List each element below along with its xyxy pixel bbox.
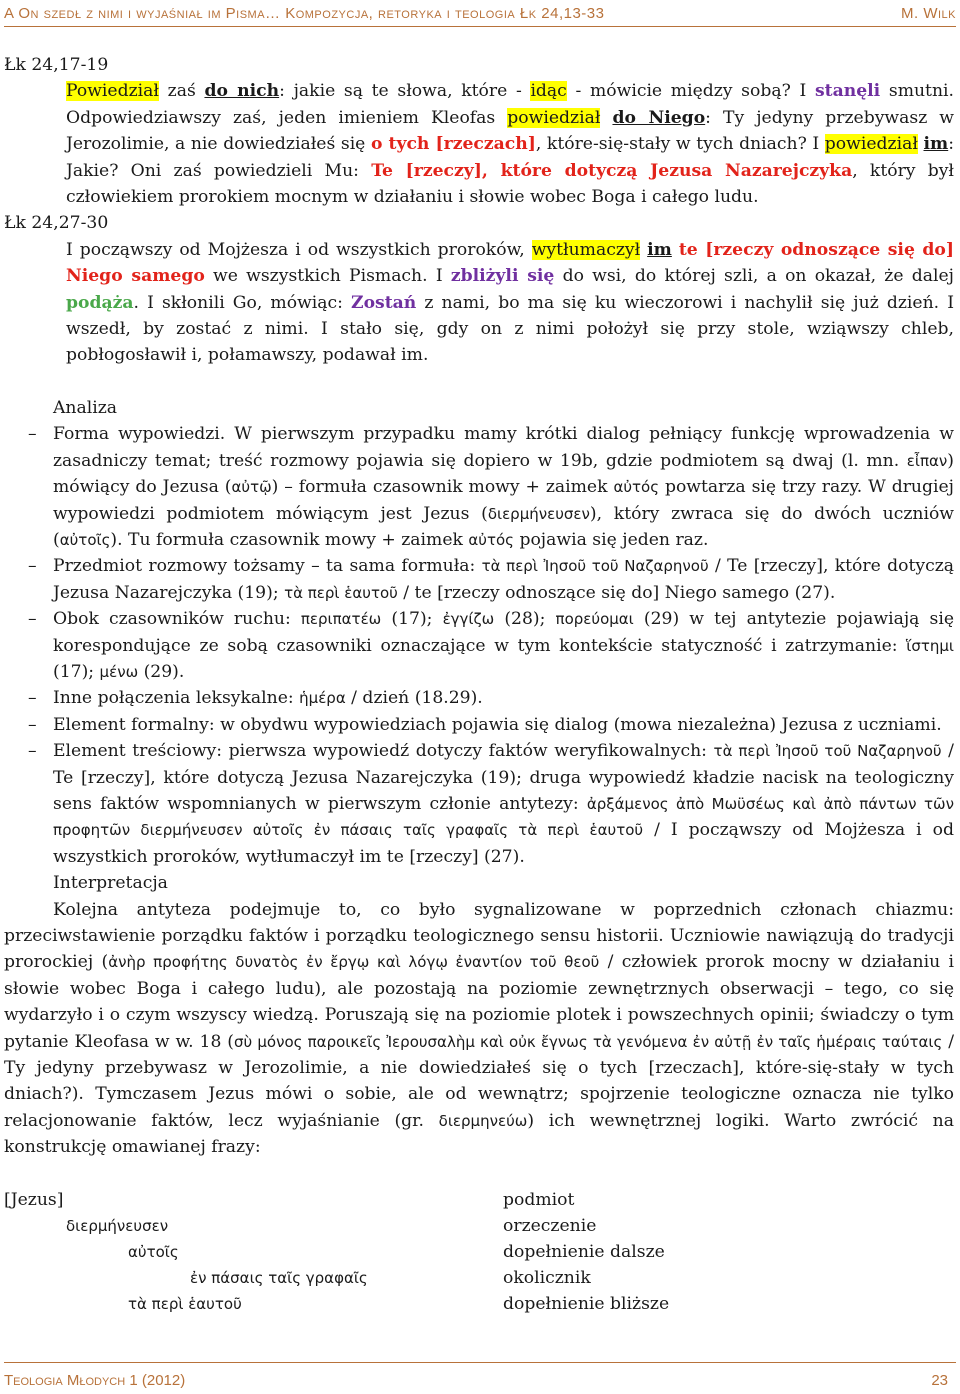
- page-number: 23: [931, 1372, 948, 1389]
- greek-text: αὐτός: [613, 478, 660, 497]
- table-row: [4, 1291, 954, 1317]
- table-cell-word: [Jezus]: [4, 1189, 64, 1210]
- table-cell-role: orzeczenie: [503, 1215, 597, 1236]
- text: zaś: [158, 81, 205, 102]
- greek-text: αὐτοῖς: [59, 530, 111, 549]
- table-cell-role: okolicznik: [503, 1267, 591, 1288]
- text: (29) w tej antytezie pojawiają się korespondujące ze sobą czasowniki oznaczające w tym kontekście statyczność i zatrzymanie:: [53, 609, 955, 656]
- analysis-item: [4, 738, 954, 870]
- text: , który był człowiekiem prorokiem mocnym w działaniu i słowie wobec Boga i całego ludu.: [66, 160, 954, 208]
- text: do wsi, do której szli, a on okazał, że dalej: [554, 266, 954, 287]
- greek-text: ἀνὴρ προφήτης δυνατὸς ἐν ἔργῳ καὶ λόγῳ ἐναντίον τοῦ θεοῦ: [108, 953, 600, 972]
- table-cell-word: τὰ περὶ ἑαυτοῦ: [128, 1294, 242, 1313]
- text: [600, 108, 612, 128]
- header-rule: [4, 26, 956, 27]
- journal-name: Teologia Młodych 1 (2012): [4, 1372, 186, 1389]
- greek-text: διερμηνεύω: [438, 1111, 528, 1130]
- text: / dzień (18.29).: [345, 688, 483, 709]
- table-cell-role: podmiot: [503, 1189, 575, 1210]
- text: . I skłonili Go, mówiąc:: [133, 292, 352, 313]
- text: smutni. Odpowiedziawszy zaś, jeden imieniem Kleofas: [66, 81, 954, 128]
- analysis-item: [4, 685, 954, 711]
- text: : Ty jedyny przebywasz w Jerozolimie, a nie dowiedziałeś się: [66, 107, 955, 155]
- table-cell-role: dopełnienie dalsze: [503, 1241, 665, 1262]
- table-cell-word: αὐτοῖς: [128, 1242, 179, 1261]
- text: ). Tu formuła czasownik mowy + zaimek: [110, 529, 469, 550]
- purple-text: stanęli: [814, 81, 881, 102]
- text: Kolejna antyteza podejmuje to, co było sygnalizowane w poprzednich członach chiazmu: przeciwstawienie porządku faktów i porządku teologicznego sensu historii. Uczniowie nawiązują do tradycji prorockiej (: [4, 899, 954, 973]
- red-text: Te [rzeczy], które dotyczą Jezusa Nazarejczyka: [371, 160, 853, 181]
- text: Element formalny: w obydwu wypowiedziach pojawia się dialog (mowa niezależna) Jezusa z uczniami.: [53, 714, 942, 735]
- text: (17);: [53, 661, 100, 682]
- text: Inne połączenia leksykalne:: [53, 688, 300, 709]
- passage-2: [66, 237, 954, 369]
- text: , które-się-stały w tych dniach? I: [535, 134, 825, 155]
- page-content: [4, 52, 954, 1319]
- text: (28);: [494, 609, 556, 630]
- text: / Te [rzeczy], które dotyczą Jezusa Nazarejczyka (19);: [53, 556, 954, 603]
- green-text: podąża: [66, 292, 134, 313]
- highlight-text: powiedział: [824, 134, 918, 155]
- greek-text: σὺ μόνος παροικεῖς Ἰερουσαλὴμ καὶ οὐκ ἔγνως τὰ γενόμενα ἐν αὐτῇ ἐν ταῖς ἡμέραις ταύταις: [234, 1032, 943, 1051]
- analysis-item: [4, 606, 954, 685]
- table-cell-role: dopełnienie bliższe: [503, 1293, 670, 1314]
- underlined-text: do Niego: [612, 107, 706, 128]
- footer-rule: [4, 1362, 956, 1363]
- text: z nami, bo ma się ku wieczorowi i nachylił się już dzień. I wszedł, by zostać z nimi. I stało się, gdy on z nimi położył się przy stole, wziąwszy chleb, pobłogosławił i, połamawszy, podawał im.: [66, 292, 954, 366]
- text: Element treściowy: pierwsza wypowiedź dotyczy faktów weryfikowalnych:: [53, 741, 714, 762]
- text: / człowiek prorok mocny w działaniu i słowie wobec Boga i całego ludu), ale pozostają na poziomie zewnętrznych obserwacji – tego, co się wydarzyło i o czym wszyscy wiedzą. Poruszają się na poziomie plotek i powszechnych opinii; świadczy o tym pytanie Kleofasa w w. 18 (: [4, 952, 954, 1052]
- text: pojawia się jeden raz.: [513, 529, 709, 550]
- verse-ref-2: Łk 24,27-30: [4, 213, 109, 234]
- table-row: [4, 1213, 954, 1239]
- greek-text: μένω: [99, 662, 139, 681]
- text: Przedmiot rozmowy tożsamy – ta sama formuła:: [53, 556, 482, 577]
- syntax-table: [4, 1187, 954, 1319]
- text: ) ich wewnętrznej logiki. Warto zwrócić na konstrukcję omawianej frazy:: [4, 1110, 954, 1158]
- greek-text: αὐτῷ: [231, 478, 272, 497]
- interpretation-paragraph: [4, 897, 954, 1161]
- header-title: A On szedł z nimi i wyjaśniał im Pisma… Kompozycja, retoryka i teologia Łk 24,13-33: [4, 4, 605, 22]
- text: / Ty jedyny przebywasz w Jerozolimie, a nie dowiedziałeś się o tych [rzeczach], które-się-stały w tych dniach?). Tymczasem Jezus mówi o sobie, ale od wewnątrz; spojrzenie teologiczne oznacza nie tylko relacjonowanie faktów, lecz wyjaśnianie (gr.: [4, 1031, 954, 1131]
- analysis-item: [4, 421, 954, 553]
- red-text: o tych [rzeczach]: [370, 134, 536, 155]
- text: ) mówiący do Jezusa (: [53, 450, 954, 498]
- table-cell-word: διερμήνευσεν: [66, 1216, 169, 1235]
- analysis-title: Analiza: [53, 397, 118, 418]
- greek-text: εἶπαν: [906, 451, 948, 470]
- greek-text: ἐγγίζω: [442, 610, 495, 629]
- text: / te [rzeczy odnoszące się do] Niego samego (27).: [397, 582, 836, 603]
- analysis-item: [4, 553, 954, 606]
- highlight-text: Powiedział: [66, 81, 159, 102]
- underlined-text: im: [647, 239, 672, 260]
- purple-text: zbliżyli się: [450, 266, 555, 287]
- analysis-item: [4, 712, 954, 738]
- interpretation-title: Interpretacja: [53, 873, 168, 894]
- text: powtarza się trzy razy. W drugiej wypowiedzi podmiotem mówiącym jest Jezus (: [53, 477, 954, 524]
- table-cell-word: ἐν πάσαις ταῖς γραφαῖς: [190, 1268, 368, 1287]
- verse-ref-1: Łk 24,17-19: [4, 55, 109, 75]
- greek-text: τὰ περὶ Ἰησοῦ τοῦ Ναζαρηνοῦ: [713, 742, 942, 761]
- greek-text: τὰ περὶ Ἰησοῦ τοῦ Ναζαρηνοῦ: [481, 557, 709, 576]
- running-footer: [4, 1372, 948, 1389]
- greek-text: ἀρξάμενος ἀπὸ Μωϋσέως καὶ ἀπὸ πάντων τῶν προφητῶν διερμήνευσεν αὐτοῖς ἐν πάσαις ταῖς γραφαῖς τὰ περὶ ἑαυτοῦ: [53, 794, 954, 840]
- greek-text: τὰ περὶ ἑαυτοῦ: [284, 583, 398, 602]
- text: [672, 240, 679, 260]
- highlight-text: idąc: [530, 81, 567, 102]
- analysis-list: [4, 421, 954, 870]
- text: I począwszy od Mojżesza i od wszystkich proroków,: [66, 239, 532, 260]
- text: (29).: [138, 661, 185, 682]
- greek-text: πορεύομαι: [555, 610, 634, 629]
- text: / I począwszy od Mojżesza i od wszystkich proroków, wytłumaczył im te [rzeczy] (27).: [53, 820, 954, 867]
- passage-1: [66, 78, 954, 210]
- greek-text: ἡμέρα: [299, 689, 346, 708]
- red-text: te [rzeczy odnoszące się do] Niego samego: [66, 239, 954, 287]
- text: : Jakie? Oni zaś powiedzieli Mu:: [66, 134, 955, 181]
- highlight-text: powiedział: [507, 107, 601, 128]
- table-row: [4, 1187, 954, 1213]
- text: ) – formuła czasownik mowy + zaimek: [271, 477, 614, 498]
- underlined-text: im: [923, 134, 949, 155]
- text: / Te [rzeczy], które dotyczą Jezusa Nazarejczyka (19); druga wypowiedź kładzie nacisk na teologiczny sens faktów wspomnianych w pierwszym członie antytezy:: [53, 741, 954, 814]
- greek-text: ἵστημι: [906, 636, 954, 655]
- greek-text: περιπατέω: [300, 610, 382, 629]
- underlined-text: do nich: [204, 81, 280, 102]
- greek-text: αὐτός: [468, 530, 514, 549]
- text: : jakie są te słowa, które -: [279, 81, 531, 102]
- running-header: [4, 0, 956, 26]
- table-row: [4, 1265, 954, 1291]
- text: Obok czasowników ruchu:: [53, 609, 301, 630]
- highlight-text: wytłumaczył: [531, 239, 641, 260]
- text: we wszystkich Pismach. I: [204, 266, 451, 287]
- text: (17);: [381, 609, 443, 630]
- header-author: M. Wilk: [901, 4, 956, 22]
- purple-text: Zostań: [351, 292, 417, 313]
- text: ), który zwraca się do dwóch uczniów (: [53, 503, 955, 550]
- greek-text: διερμήνευσεν: [487, 504, 590, 523]
- text: - mówicie między sobą? I: [566, 81, 815, 102]
- text: Forma wypowiedzi. W pierwszym przypadku mamy krótki dialog pełniący funkcję wprowadzenia w zasadniczy temat; treść rozmowy pojawia się dopiero w 19b, gdzie podmiotem są dwaj (l. mn.: [53, 424, 954, 471]
- table-row: [4, 1239, 954, 1265]
